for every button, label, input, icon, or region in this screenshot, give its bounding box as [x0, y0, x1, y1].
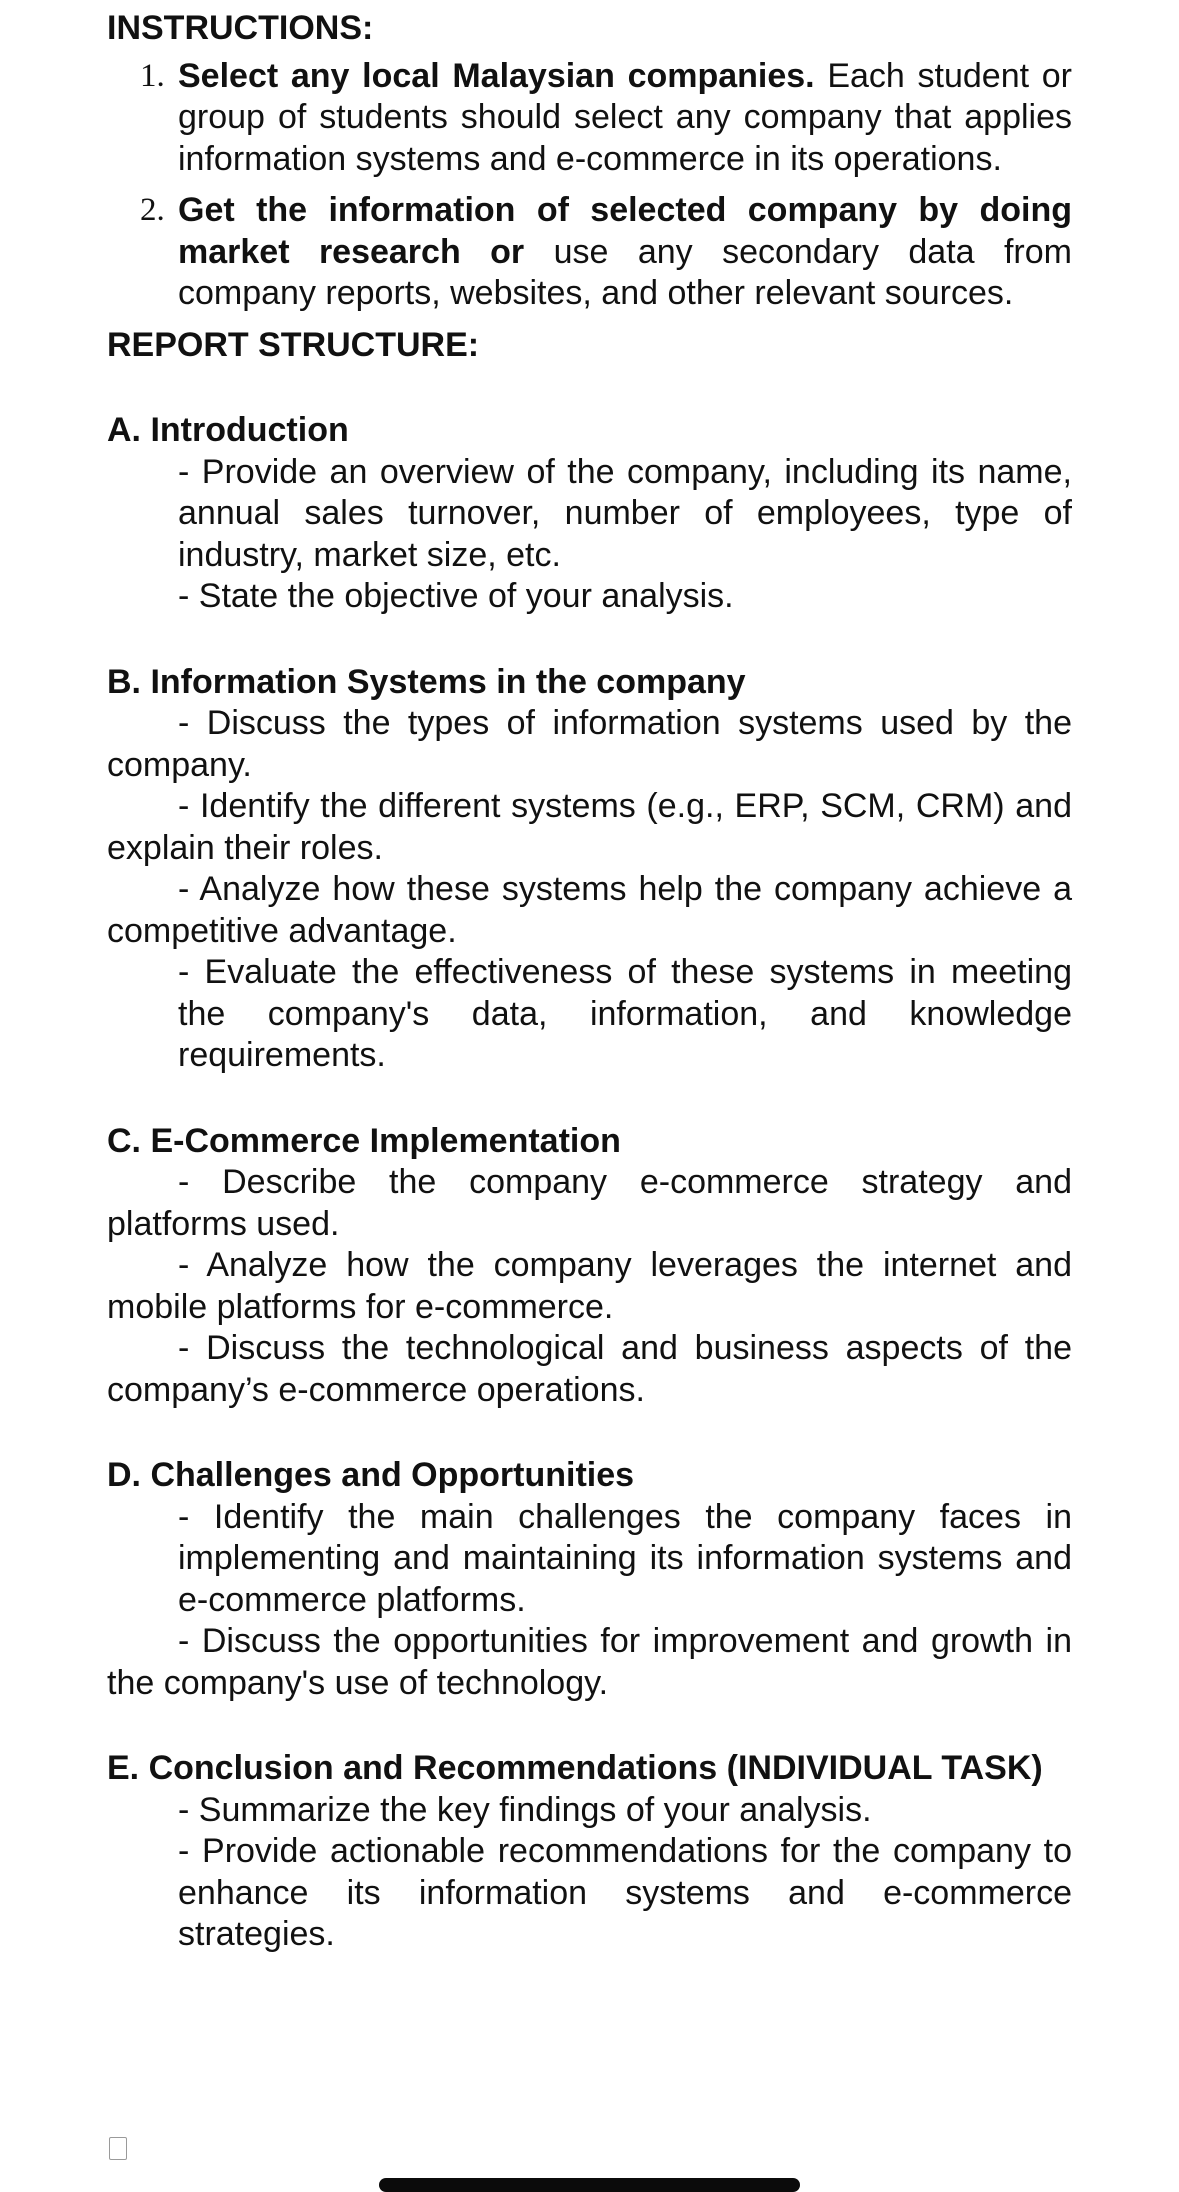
section-point: - Discuss the opportunities for improvement and growth in the company's use of technology.: [107, 1622, 1072, 1702]
instruction-number: 1.: [140, 57, 165, 94]
section-point: - Evaluate the effectiveness of these systems in meeting the company's data, information, and knowledge requirements.: [178, 953, 1072, 1074]
section-point: - Provide actionable recommendations for the company to enhance its information systems and e-commerce strategies.: [178, 1832, 1072, 1953]
section-title-information-systems: B. Information Systems in the company: [107, 662, 746, 701]
instruction-text: use any secondary data from company reports, websites, and other relevant sources.: [178, 232, 1072, 312]
section-title-introduction: A. Introduction: [107, 411, 349, 449]
section-title-challenges: D. Challenges and Opportunities: [107, 1456, 635, 1494]
instruction-text: Each student or group of students should select any company that applies information systems and e-commerce in its operations.: [178, 56, 1072, 178]
section-point: - Provide an overview of the company, including its name, annual sales turnover, number of employees, type of industry, market size, etc.: [178, 452, 1072, 574]
section-point: - Summarize the key findings of your analysis.: [178, 1790, 872, 1829]
instructions-list: [107, 56, 1072, 315]
home-indicator[interactable]: [379, 2178, 800, 2192]
image-placeholder-icon[interactable]: [109, 2137, 127, 2160]
instruction-item: [107, 56, 1072, 181]
section-title-ecommerce: C. E-Commerce Implementation: [107, 1121, 621, 1160]
instructions-heading: INSTRUCTIONS:: [107, 9, 374, 47]
section-point: - Discuss the types of information systems used by the company.: [107, 704, 1072, 784]
section-point: - Describe the company e-commerce strategy and platforms used.: [107, 1163, 1072, 1243]
instruction-bold-text: Select any local Malaysian companies.: [178, 56, 815, 95]
section-point: - Analyze how these systems help the company achieve a competitive advantage.: [107, 870, 1072, 950]
instruction-number: 2.: [140, 192, 165, 228]
section-point: - Identify the main challenges the company faces in implementing and maintaining its information systems and e-commerce platforms.: [178, 1497, 1072, 1619]
report-structure-heading: REPORT STRUCTURE:: [107, 325, 480, 364]
instruction-bold-text: Get the information of selected company by doing market research or: [178, 191, 1072, 271]
section-point: - Identify the different systems (e.g., ERP, SCM, CRM) and explain their roles.: [107, 787, 1072, 867]
document-body: [107, 8, 1072, 1956]
section-point: - Analyze how the company leverages the internet and mobile platforms for e-commerce.: [107, 1246, 1072, 1326]
instruction-item: [107, 190, 1072, 315]
section-title-conclusion: E. Conclusion and Recommendations (INDIVIDUAL TASK): [107, 1749, 1043, 1787]
section-point: - Discuss the technological and business aspects of the company’s e-commerce operations.: [107, 1329, 1072, 1409]
section-point: - State the objective of your analysis.: [178, 577, 734, 615]
